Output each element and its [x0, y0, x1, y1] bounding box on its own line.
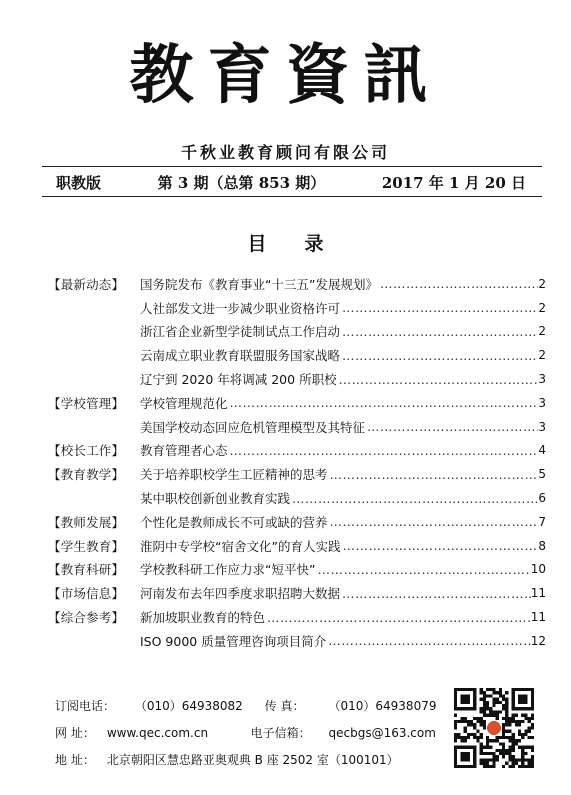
- email-label: 电子信箱：: [250, 726, 311, 740]
- toc-entry[interactable]: [140, 299, 546, 317]
- toc-dot-leader: [265, 610, 531, 625]
- toc-section-label: 【教育科研】: [48, 562, 125, 578]
- toc-dot-leader: [340, 324, 538, 339]
- toc-page-number: 3: [538, 395, 546, 410]
- masthead-title: 教育資訊: [129, 38, 442, 113]
- footer-web-line: [55, 724, 436, 741]
- toc-dot-leader: [290, 491, 538, 506]
- toc-row[interactable]: [48, 415, 546, 439]
- toc-page-number: 3: [538, 419, 546, 434]
- toc-dot-leader: [340, 586, 531, 601]
- toc-page-number: 2: [538, 300, 546, 315]
- issue-date: 2017 年 1 月 20 日: [381, 174, 526, 192]
- footer-phone-line: [55, 697, 436, 714]
- toc-page-number: 2: [538, 324, 546, 339]
- toc-entry-title[interactable]: 人社部发文进一步减少职业资格许可: [140, 300, 341, 316]
- toc-dot-leader: [228, 443, 539, 458]
- toc-dot-leader: [340, 348, 538, 363]
- toc-entry-title[interactable]: 某中职校创新创业教育实践: [140, 491, 291, 507]
- toc-entry-title[interactable]: ISO 9000 质量管理咨询项目简介: [140, 633, 327, 649]
- toc-section-label: 【学校管理】: [48, 395, 125, 411]
- toc-row[interactable]: [48, 581, 546, 605]
- toc-section-label: 【市场信息】: [48, 586, 125, 602]
- toc-dot-leader: [340, 538, 538, 553]
- toc-page-number: 10: [530, 562, 546, 577]
- toc-row[interactable]: [48, 391, 546, 415]
- toc-page-number: 11: [530, 586, 546, 601]
- toc-page-number: 12: [530, 633, 546, 648]
- toc-row[interactable]: [48, 320, 546, 344]
- toc-entry[interactable]: [140, 394, 546, 412]
- toc-row[interactable]: [48, 462, 546, 486]
- toc-entry-title[interactable]: 淮阴中专学校“宿舍文化”的育人实践: [140, 538, 341, 554]
- toc-entry-title[interactable]: 美国学校动态回应危机管理模型及其特征: [140, 419, 366, 435]
- qr-code-icon[interactable]: [454, 688, 534, 768]
- toc-entry-title[interactable]: 学校管理规范化: [140, 395, 228, 411]
- fax-number: （010）64938079: [328, 699, 437, 713]
- toc-entry[interactable]: [140, 513, 546, 531]
- toc-section-label: 【综合参考】: [48, 610, 125, 626]
- toc-entry[interactable]: [140, 418, 546, 436]
- toc-section-label: 【学生教育】: [48, 538, 125, 554]
- toc-page-number: 8: [538, 538, 546, 553]
- toc-entry-title[interactable]: 云南成立职业教育联盟服务国家战略: [140, 348, 341, 364]
- toc-dot-leader: [340, 300, 538, 315]
- toc-page-number: 6: [538, 491, 546, 506]
- toc-dot-leader: [328, 514, 539, 529]
- toc-entry[interactable]: [140, 584, 546, 602]
- toc-row[interactable]: [48, 629, 546, 653]
- toc-entry[interactable]: [140, 346, 546, 364]
- toc-page-number: 3: [538, 372, 546, 387]
- toc-entry[interactable]: [140, 370, 546, 388]
- toc-row[interactable]: [48, 534, 546, 558]
- issue-number: 第 3 期（总第 853 期）: [157, 174, 326, 192]
- address-value: 北京朝阳区慧忠路亚奥观典 B 座 2502 室（100101）: [106, 753, 399, 767]
- toc-dot-leader: [365, 419, 538, 434]
- toc-entry[interactable]: [140, 275, 546, 293]
- phone-label: 订阅电话：: [55, 699, 116, 713]
- toc-entry-title[interactable]: 国务院发布《教育事业“十三五”发展规划》: [140, 276, 378, 292]
- company-name: 千秋业教育顾问有限公司: [180, 143, 390, 162]
- toc-entry-title[interactable]: 新加坡职业教育的特色: [140, 610, 266, 626]
- toc-section-label: 【教师发展】: [48, 514, 125, 530]
- toc-dot-leader: [326, 633, 531, 648]
- phone-number: （010）64938082: [134, 699, 243, 713]
- toc-dot-leader: [337, 372, 539, 387]
- fax-label: 传 真：: [264, 699, 305, 713]
- toc-entry-title[interactable]: 河南发布去年四季度求职招聘大数据: [140, 586, 341, 602]
- toc-dot-leader: [328, 467, 539, 482]
- qr-logo-icon: [487, 721, 501, 735]
- toc-entry[interactable]: [140, 560, 546, 578]
- toc-section-label: 【校长工作】: [48, 443, 125, 459]
- issue-line: [56, 172, 526, 193]
- toc-page-number: 5: [538, 467, 546, 482]
- toc-row[interactable]: [48, 439, 546, 463]
- website-link[interactable]: www.qec.com.cn: [106, 726, 209, 740]
- toc-row[interactable]: [48, 558, 546, 582]
- toc-entry[interactable]: [140, 489, 546, 507]
- toc-entry[interactable]: [140, 322, 546, 340]
- toc-dot-leader: [315, 562, 530, 577]
- toc-dot-leader: [228, 395, 539, 410]
- toc-page-number: 7: [538, 514, 546, 529]
- toc-page-number: 11: [530, 610, 546, 625]
- toc-page-number: 2: [538, 276, 546, 291]
- toc-entry[interactable]: [140, 537, 546, 555]
- toc-section-label: 【最新动态】: [48, 276, 125, 292]
- toc-row[interactable]: [48, 343, 546, 367]
- website-label: 网 址：: [55, 726, 95, 740]
- footer-address-line: [55, 751, 399, 768]
- header-rule-bottom: [42, 196, 542, 197]
- toc-title: 目录: [247, 233, 362, 255]
- toc-row[interactable]: [48, 272, 546, 296]
- table-of-contents: [48, 272, 546, 653]
- header-rule-top: [42, 166, 542, 167]
- toc-row[interactable]: [48, 605, 546, 629]
- toc-entry[interactable]: [140, 465, 546, 483]
- toc-entry-title[interactable]: 关于培养职校学生工匠精神的思考: [140, 467, 328, 483]
- address-label: 地 址：: [55, 753, 95, 767]
- toc-row[interactable]: [48, 296, 546, 320]
- email-link[interactable]: qecbgs@163.com: [328, 726, 436, 740]
- toc-row[interactable]: [48, 367, 546, 391]
- toc-entry-title[interactable]: 教育管理者心态: [140, 443, 228, 459]
- toc-section-label: 【教育教学】: [48, 467, 125, 483]
- toc-page-number: 4: [538, 443, 546, 458]
- toc-entry-title[interactable]: 浙江省企业新型学徒制试点工作启动: [140, 324, 341, 340]
- toc-entry[interactable]: [140, 441, 546, 459]
- toc-entry[interactable]: [140, 632, 546, 650]
- toc-dot-leader: [378, 276, 538, 291]
- toc-entry[interactable]: [140, 608, 546, 626]
- toc-row[interactable]: [48, 510, 546, 534]
- edition-label: 职教版: [56, 174, 102, 192]
- toc-entry-title[interactable]: 个性化是教师成长不可或缺的营养: [140, 514, 328, 530]
- toc-entry-title[interactable]: 辽宁到 2020 年将调减 200 所职校: [140, 372, 337, 388]
- toc-entry-title[interactable]: 学校教科研工作应力求“短平快”: [140, 562, 316, 578]
- toc-page-number: 2: [538, 348, 546, 363]
- toc-row[interactable]: [48, 486, 546, 510]
